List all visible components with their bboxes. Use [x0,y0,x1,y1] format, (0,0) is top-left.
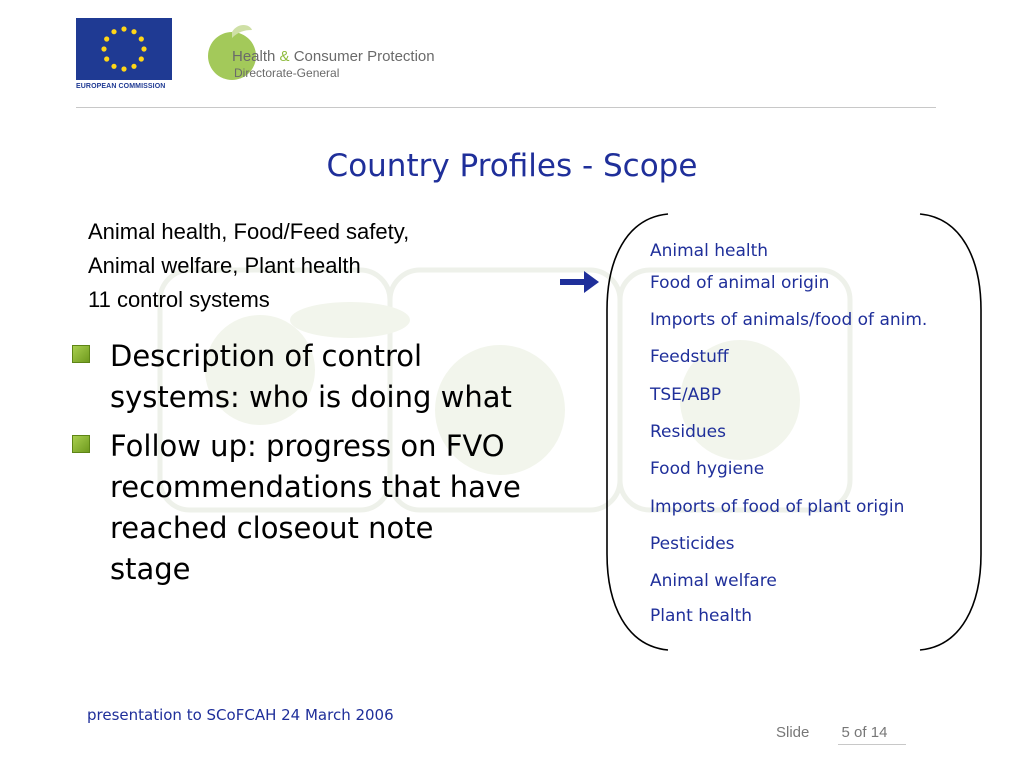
control-system-item: Pesticides [650,534,735,554]
slide-counter [776,724,887,741]
control-system-item: Plant health [650,606,753,626]
control-system-item: Animal welfare [650,571,777,591]
control-system-item: Food hygiene [650,459,765,479]
dg-name-ampersand: & [279,48,290,65]
dg-subtitle: Directorate-General [234,66,340,80]
european-commission-logo [76,18,172,94]
slide-label: Slide [776,724,810,741]
slide-total: of 14 [854,724,888,741]
dg-sanco-logo [206,22,466,84]
slide-title: Country Profiles - Scope [326,148,698,184]
green-square-bullet-icon [72,435,90,453]
control-system-item: Residues [650,422,726,442]
header-divider [76,107,936,108]
control-system-item: TSE/ABP [650,385,722,405]
control-system-item: Food of animal origin [650,273,830,293]
dg-name-part2: Consumer Protection [293,48,435,65]
intro-line: Animal welfare, Plant health [88,253,361,278]
control-system-item: Animal health [650,241,769,261]
bullet-text: Description of control systems: who is doing what [110,339,512,414]
bullet-item [72,336,522,418]
intro-line: 11 control systems [88,287,270,312]
bullet-list [72,336,522,598]
control-system-item: Imports of food of plant origin [650,497,905,517]
eu-flag-icon [76,18,172,80]
bullet-text: Follow up: progress on FVO recommendations that have reached closeout note stage [110,429,521,586]
control-system-item: Imports of animals/food of anim. [650,310,928,330]
intro-line: Animal health, Food/Feed safety, [88,219,410,244]
footer-divider [838,744,906,745]
intro-text [88,215,409,317]
dg-name-part1: Health [232,48,276,65]
slide-number: 5 [841,724,850,741]
green-square-bullet-icon [72,345,90,363]
right-arrow-icon [560,270,600,294]
control-system-item: Feedstuff [650,347,729,367]
bullet-item [72,426,522,590]
eu-caption: EUROPEAN COMMISSION [76,83,166,90]
footer-presentation-text: presentation to SCoFCAH 24 March 2006 [87,706,394,724]
dg-name [232,48,435,65]
